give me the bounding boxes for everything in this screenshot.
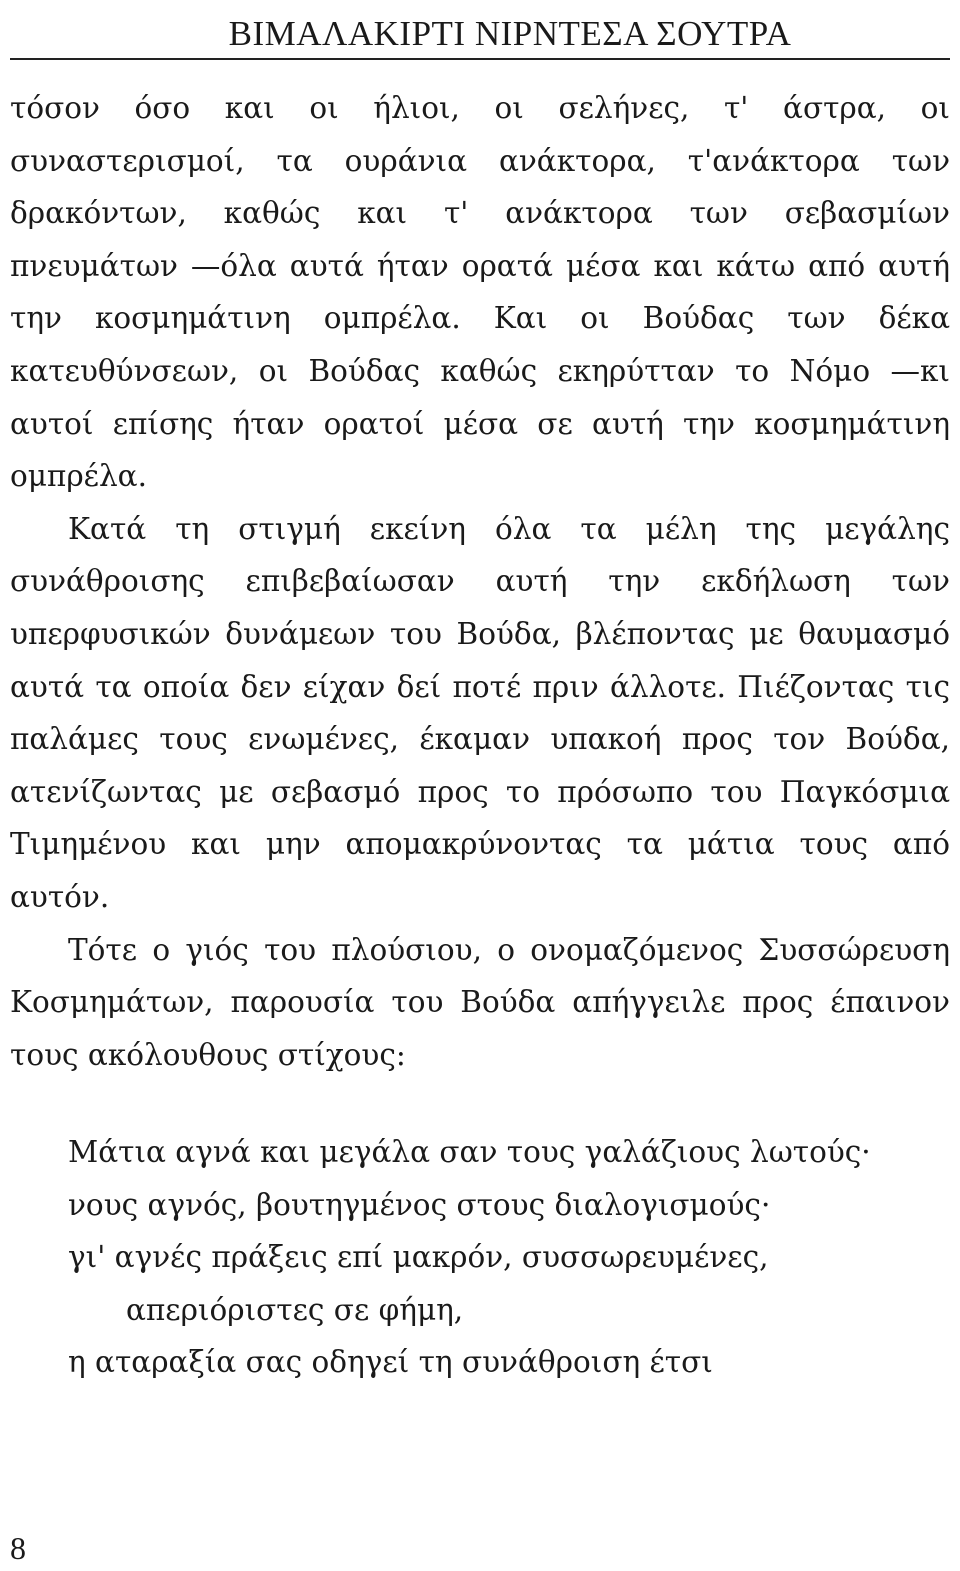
verse-line-2: νους αγνός, βουτηγμένος στους διαλογισμούς· xyxy=(68,1187,771,1222)
paragraph-1: τόσον όσο και οι ήλιοι, οι σελήνες, τ' άστρα, οι συναστερισμοί, τα ουράνια ανάκτορα, τ'ανάκτορα των δρακόντων, καθώς και τ' ανάκτορα των σεβασμίων πνευμάτων —όλα αυτά ήταν ορατά μέσα και κάτω από αυτή την κοσμημάτινη ομπρέλα. Και οι Βούδας των δέκα κατευθύνσεων, οι Βούδας καθώς εκηρύτταν το Νόμο —κι αυτοί επίσης ήταν ορατοί μέσα σε αυτή την κοσμημάτινη ομπρέλα. xyxy=(10,91,950,494)
paragraph-2: Κατά τη στιγμή εκείνη όλα τα μέλη της μεγάλης συνάθροισης επιβεβαίωσαν αυτή την εκδήλωση των υπερφυσικών δυνάμεων του Βούδα, βλέποντας με θαυμασμό αυτά τα οποία δεν είχαν δεί ποτέ πριν άλλοτε. Πιέζοντας τις παλάμες τους ενωμένες, έκαμαν υπακοή προς τον Βούδα, ατενίζωντας με σεβασμό προς το πρόσωπο του Παγκόσμια Τιμημένου και μην απομακρύνοντας τα μάτια τους από αυτόν. xyxy=(10,511,950,914)
verse-line-1: Μάτια αγνά και μεγάλα σαν τους γαλάζιους λωτούς· xyxy=(68,1135,871,1169)
body-text xyxy=(10,82,950,1081)
page-number: 8 xyxy=(10,1530,26,1566)
verse-line-3: γι' αγνές πράξεις επί μακρόν, συσσωρευμένες, απεριόριστες σε φήμη, xyxy=(68,1240,769,1327)
paragraph-3: Τότε ο γιός του πλούσιου, ο ονομαζόμενος Συσσώρευση Κοσμημάτων, παρουσία του Βούδα απήγγειλε προς έπαινον τους ακόλουθους στίχους: xyxy=(10,932,950,1072)
running-title: ΒΙΜΑΛΑΚΙΡΤΙ ΝΙΡΝΤΕΣΑ ΣΟΥΤΡΑ xyxy=(228,14,792,53)
verse-line-4: η αταραξία σας οδηγεί τη συνάθροιση έτσι xyxy=(68,1345,713,1380)
verse-block xyxy=(68,1126,928,1389)
header-rule xyxy=(10,58,950,60)
